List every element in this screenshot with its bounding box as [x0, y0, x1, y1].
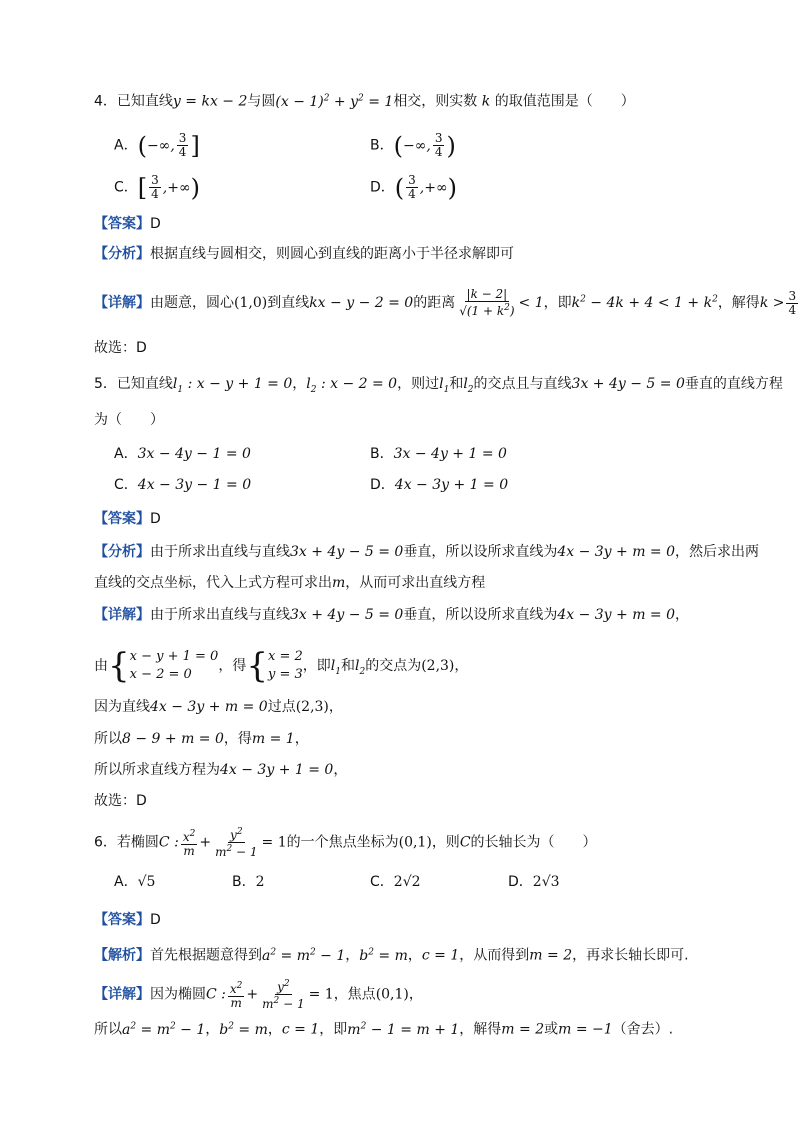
q6-analysis: 【解析】首先根据题意得到$a^2 = m^2 - 1$，$b^2 = m$，c = 1，从而得到m = 2，再求长轴长即可. [94, 947, 689, 964]
q4-option-b: B．(−∞, $\frac{3}{4}$ ) [370, 131, 456, 160]
q6-option-a: A．√5 [114, 874, 156, 890]
q5-analysis-line2: 直线的交点坐标，代入上式方程可求出m，从而可求出直线方程 [94, 575, 486, 591]
q5-analysis-line1: 【分析】由于所求出直线与直线3x + 4y − 5 = 0垂直，所以设所求直线为4x − 3y + m = 0，然后求出两 [94, 544, 760, 560]
q5-stem-line1: 5．已知直线$l_1$ : x − y + 1 = 0，$l_2$ : x − 2 = 0，则过$l_1$和$l_2$的交点且与直线3x + 4y − 5 = 0垂直的直线方程 [94, 376, 783, 395]
q6-stem: 6．若椭圆C : $\frac{x^2}{m}$ + $\frac{y^2}{m^2 - 1}$ = 1的一个焦点坐标为(0,1)，则C的长轴长为（ ） [94, 827, 597, 859]
q6-detail-line2: 所以$a^2 = m^2 - 1$，$b^2 = m$，c = 1，即$m^2 - 1 = m + 1$，解得m = 2或m = −1（舍去）. [94, 1021, 674, 1038]
q5-detail-line5: 所以所求直线方程为4x − 3y + 1 = 0， [94, 762, 348, 778]
q6-option-d: D．2√3 [508, 874, 560, 890]
q6-option-c: C．2√2 [370, 874, 421, 890]
q4-analysis: 【分析】根据直线与圆相交，则圆心到直线的距离小于半径求解即可 [94, 246, 514, 262]
q5-detail-line2: 由{ x − y + 1 = 0 x − 2 = 0 ，得{ x = 2 y = 3 ，即$l_1$和$l_2$的交点为(2,3)， [94, 646, 469, 686]
q4-answer: 【答案】D [94, 216, 161, 232]
q6-detail-line1: 【详解】因为椭圆C : $\frac{x^2}{m}$ + $\frac{y^2}{m^2 - 1}$ = 1，焦点(0,1)， [94, 979, 423, 1011]
q5-choice: 故选：D [94, 793, 147, 809]
q5-detail-line1: 【详解】由于所求出直线与直线3x + 4y − 5 = 0垂直，所以设所求直线为4x − 3y + m = 0， [94, 607, 690, 623]
q6-answer: 【答案】D [94, 912, 161, 928]
q5-option-d: D．4x − 3y + 1 = 0 [370, 477, 509, 493]
q5-answer: 【答案】D [94, 511, 161, 527]
q6-option-b: B．2 [232, 874, 265, 890]
q4-option-a: A．(−∞, $\frac{3}{4}$ ] [114, 131, 200, 160]
q4-option-d: D．( $\frac{3}{4}$ ,+∞) [370, 173, 458, 202]
q5-option-c: C．4x − 3y − 1 = 0 [114, 477, 252, 493]
q5-detail-line3: 因为直线4x − 3y + m = 0过点(2,3)， [94, 699, 343, 715]
q4-choice: 故选：D [94, 340, 147, 356]
q5-option-a: A．3x − 4y − 1 = 0 [114, 446, 251, 462]
q5-detail-line4: 所以8 − 9 + m = 0，得m = 1， [94, 731, 309, 747]
q5-option-b: B．3x − 4y + 1 = 0 [370, 446, 507, 462]
q5-stem-line2: 为（ ） [94, 412, 164, 428]
q4-stem: 4．已知直线y = kx − 2与圆$(x - 1)^2 + y^2 = 1$相交，则实数 k 的取值范围是（ ） [94, 93, 635, 110]
q4-detail: 【详解】由题意，圆心(1,0)到直线kx − y − 2 = 0的距离 $\frac{|k - 2|}{√(1 + k^2)}$ < 1，即$k^2 - 4k + 4 < 1 + k^2$，解得k > $\frac{3}{4}$ [94, 287, 797, 318]
q4-option-c: C．[ $\frac{3}{4}$ ,+∞) [114, 173, 201, 202]
